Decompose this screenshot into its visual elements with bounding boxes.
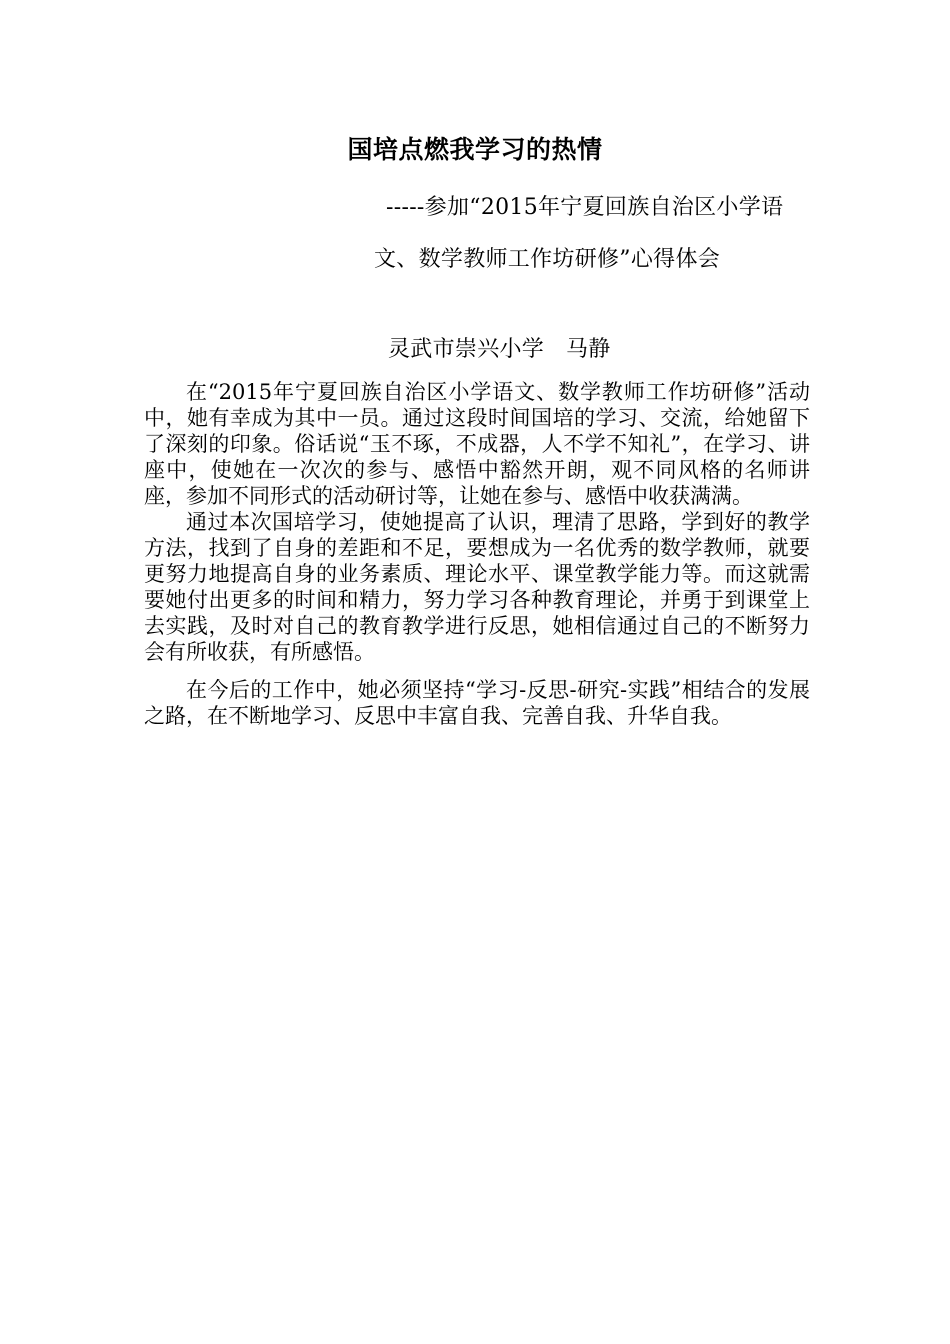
paragraph: 通过本次国培学习，使她提高了认识，理清了思路，学到好的教学方法，找到了自身的差距和不足，要想成为一名优秀的数学教师，就要更努力地提高自身的业务素质、理论水平、课堂教学能力等。而这就需要她付出更多的时间和精力，努力学习各种教育理论，并勇于到课堂上去实践，及时对自己的教育教学进行反思，她相信通过自己的不断努力会有所收获，有所感悟。: [144, 510, 810, 664]
author-line: 灵武市崇兴小学 马静: [388, 337, 611, 362]
document-subtitle: -----参加“2015年宁夏回族自治区小学语文、数学教师工作坊研修”心得体会: [374, 195, 784, 272]
paragraph: 在今后的工作中，她必须坚持“学习-反思-研究-实践”相结合的发展之路，在不断地学习、反思中丰富自我、完善自我、升华自我。: [144, 678, 810, 728]
paragraph: 在“2015年宁夏回族自治区小学语文、数学教师工作坊研修”活动中，她有幸成为其中一员。通过这段时间国培的学习、交流，给她留下了深刻的印象。俗话说“玉不琢，不成器，人不学不知礼”，在学习、讲座中，使她在一次次的参与、感悟中豁然开朗，观不同风格的名师讲座，参加不同形式的活动研讨等，让她在参与、感悟中收获满满。: [144, 380, 810, 508]
document-title: 国培点燃我学习的热情: [347, 135, 603, 164]
document-body: [144, 379, 810, 729]
